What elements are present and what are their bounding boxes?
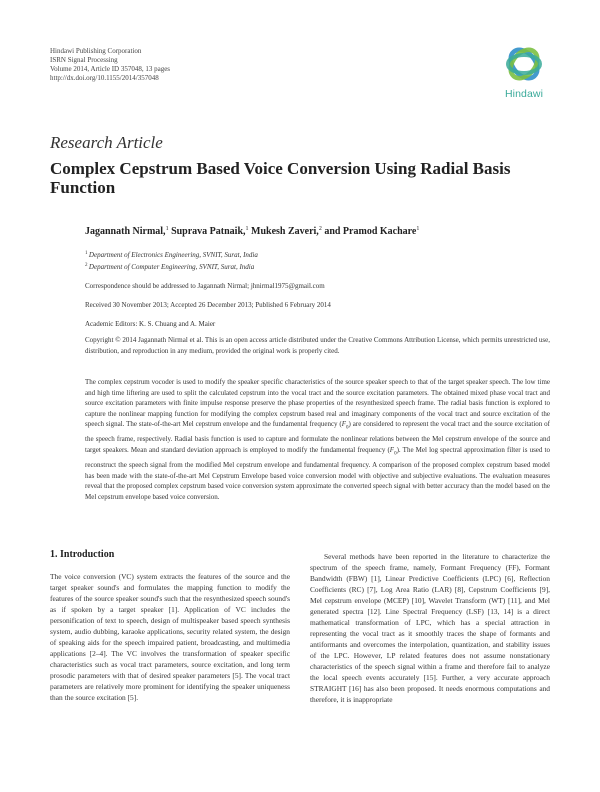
author-affil-sup: 1 xyxy=(416,226,420,232)
abstract-text: ) are considered to represent the vocal tract and the source excitation of the speech frame, respectively. Radial basis function is used to capture and formulate the nonlinear relations between the Mel cepstrum envelope of the source and target speakers. Mean and standard deviation approach is employed to modify the fundamental frequency ( xyxy=(85,420,550,454)
author-name: Suprava Patnaik, xyxy=(171,226,246,237)
volume-info: Volume 2014, Article ID 357048, 13 pages xyxy=(50,65,171,73)
f0-subscript: 0 xyxy=(346,425,349,431)
hindawi-logo xyxy=(498,44,550,100)
f0-symbol: F xyxy=(389,445,395,454)
doi-link[interactable]: http://dx.doi.org/10.1155/2014/357048 xyxy=(50,74,159,82)
affiliation-2 xyxy=(85,263,254,271)
hindawi-logo-text: Hindawi xyxy=(504,88,544,100)
publisher-name: Hindawi Publishing Corporation xyxy=(50,47,142,55)
publisher-info xyxy=(50,47,170,83)
abstract-text: ). The Mel log spectral approximation filter is used to reconstruct the speech signal from the modified Mel cepstrum envelope and fundamental frequency. A comparison of the proposed complex cepstrum based model has been made with the state-of-the-art Mel Cepstrum Envelope based voice conversion model with objective and subjective evaluations. The evaluation measures reveal that the proposed complex cepstrum based voice conversion system approximate the converted speech signal with better accuracy than the model based on the Mel cepstrum envelope based voice conversion. xyxy=(85,445,550,501)
affiliation-text: Department of Computer Engineering, SVNIT, Surat, India xyxy=(88,263,255,271)
article-dates: Received 30 November 2013; Accepted 26 December 2013; Published 6 February 2014 xyxy=(85,301,331,309)
abstract-text: The complex cepstrum vocoder is used to modify the speaker specific characteristics of the source speaker speech to that of the target speaker speech. The low time and high time liftering are used to split the calculated cepstrum into the vocal tract and the source excitation parameters. The obtained mixed phase vocal tract and source excitation parameters with finite impulse response preserve the phase properties of the resynthesized speech frame. The radial basis function is explored to capture the nonlinear mapping function for modifying the complex cepstrum based real and imaginary components of the vocal tract and source excitation of the speech signal. The state-of-the-art Mel cepstrum envelope and the fundamental frequency ( xyxy=(85,378,550,429)
affiliation-text: Department of Electronics Engineering, SVNIT, Surat, India xyxy=(88,251,258,259)
body-column-right: Several methods have been reported in the literature to characterize the spectrum of the speech frame, namely, Formant Frequency (FF), Formant Bandwidth (FBW) [1], Linear Predictive Coefficients (LPC) [6], Reflection Coefficients (RC) [7], Log Area Ratio (LAR) [8], Cepstrum Coefficients [9], Mel cepstrum envelope (MCEP) [10], Wavelet Transform (WT) [11], and Mel generated spectra [12]. Line Spectral Frequency (LSF) [13, 14] is a direct mathematical transformation of LPC, which has a special attraction in representing the vocal tract as it smoothly traces the shape of formants and antiformants and overcomes the interpolation, quantization, and stability issues of the LPC. However, LP related features does not assume nonstationary characteristics of the speech signal within a frame and therefore fail to analyze the local speech events accurately [15]. Further, a very accurate approach STRAIGHT [16] has also been proposed. It needs enormous computations and therefore, it is inappropriate xyxy=(310,552,550,704)
article-type: Research Article xyxy=(50,133,163,152)
author-name: Jagannath Nirmal, xyxy=(85,226,166,237)
affiliation-sup: 1 xyxy=(85,251,88,256)
author-affil-sup: 1 xyxy=(165,226,169,232)
journal-name: ISRN Signal Processing xyxy=(50,56,118,64)
academic-editors: Academic Editors: K. S. Chuang and A. Maier xyxy=(85,320,216,328)
author-name: and Pramod Kachare xyxy=(324,226,417,237)
hindawi-logo-icon xyxy=(498,44,550,84)
author-name: Mukesh Zaveri, xyxy=(251,226,319,237)
author-affil-sup: 2 xyxy=(318,226,322,232)
author-affil-sup: 1 xyxy=(245,226,249,232)
affiliation-1 xyxy=(85,251,258,259)
f0-subscript: 0 xyxy=(394,451,397,457)
section-heading: 1. Introduction xyxy=(50,549,115,560)
f0-symbol: F xyxy=(341,420,347,429)
correspondence: Correspondence should be addressed to Jagannath Nirmal; jhnirmal1975@gmail.com xyxy=(85,282,325,290)
author-list xyxy=(85,226,419,237)
article-title: Complex Cepstrum Based Voice Conversion Using Radial Basis Function xyxy=(50,159,511,197)
copyright-notice: Copyright © 2014 Jagannath Nirmal et al. This is an open access article distributed under the Creative Commons Attribution License, which permits unrestricted use, distribution, and reproduction in any medium, provided the original work is properly cited. xyxy=(85,336,550,355)
body-column-left: The voice conversion (VC) system extracts the features of the source and the target speaker sound's and formulates the mapping function to modify the features of the source speaker sound's such that the resynthesized speech sound's as if spoken by a target speaker [1]. Application of VC includes the personification of text to speech, design of multispeaker based speech synthesis system, audio dubbing, karaoke applications, security related system, the design of speaking aids for the speech impaired patient, broadcasting, and multimedia applications [2–4]. The VC involves the transformation of speaker specific characteristics such as vocal tract parameters, source excitation, and long term prosodic parameters with that of desired speaker parameters [5]. The vocal tract parameters are relatively more prominent for identifying the speaker uniqueness than the source excitation [5]. xyxy=(50,572,290,702)
affiliation-sup: 2 xyxy=(85,263,88,268)
abstract xyxy=(85,377,550,502)
